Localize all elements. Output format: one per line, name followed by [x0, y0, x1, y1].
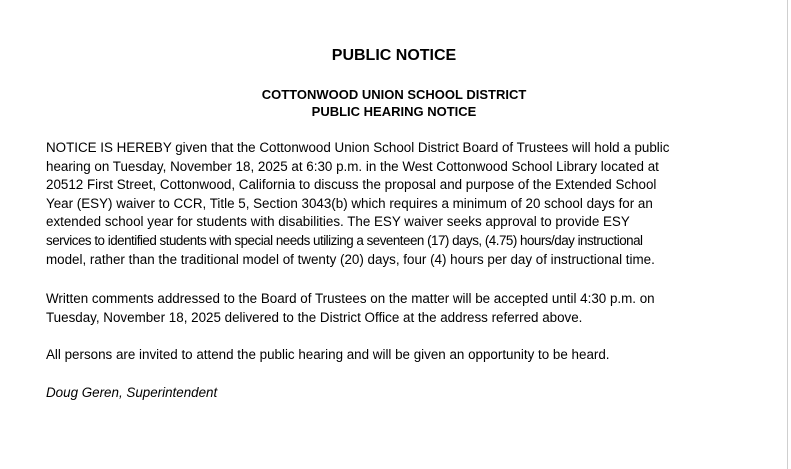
hearing-heading: PUBLIC HEARING NOTICE [311, 104, 477, 119]
paragraph-line: hearing on Tuesday, November 18, 2025 at 6:30 p.m. in the West Cottonwood School Library located at [46, 158, 659, 174]
notice-title: PUBLIC NOTICE [331, 47, 457, 64]
notice-paragraph-hearing [46, 139, 746, 269]
paragraph-line: All persons are invited to attend the public hearing and will be given an opportunity to be heard. [46, 347, 610, 362]
paragraph-line: NOTICE IS HEREBY given that the Cottonwood Union School District Board of Trustees will hold a public [46, 140, 670, 155]
notice-paragraph-comments [46, 290, 746, 327]
paragraph-line: model, rather than the traditional model of twenty (20) days, four (4) hours per day of instructional time. [46, 251, 655, 267]
district-name: COTTONWOOD UNION SCHOOL DISTRICT [261, 87, 527, 102]
paragraph-line: extended school year for students with disabilities. The ESY waiver seeks approval to provide ESY [46, 214, 630, 230]
paragraph-line: services to identified students with special needs utilizing a seventeen (17) days, (4.75) hours/day instructional [46, 232, 643, 248]
paragraph-line: Tuesday, November 18, 2025 delivered to the District Office at the address referred above. [46, 309, 583, 325]
signature: Doug Geren, Superintendent [46, 385, 218, 400]
paragraph-line: Written comments addressed to the Board of Trustees on the matter will be accepted until 4:30 p.m. on [46, 291, 655, 306]
paragraph-line: Year (ESY) waiver to CCR, Title 5, Section 3043(b) which requires a minimum of 20 school days for an [46, 195, 653, 211]
paragraph-line: 20512 First Street, Cottonwood, California to discuss the proposal and purpose of the Extended School [46, 177, 657, 193]
notice-paragraph-invitation [46, 346, 746, 365]
